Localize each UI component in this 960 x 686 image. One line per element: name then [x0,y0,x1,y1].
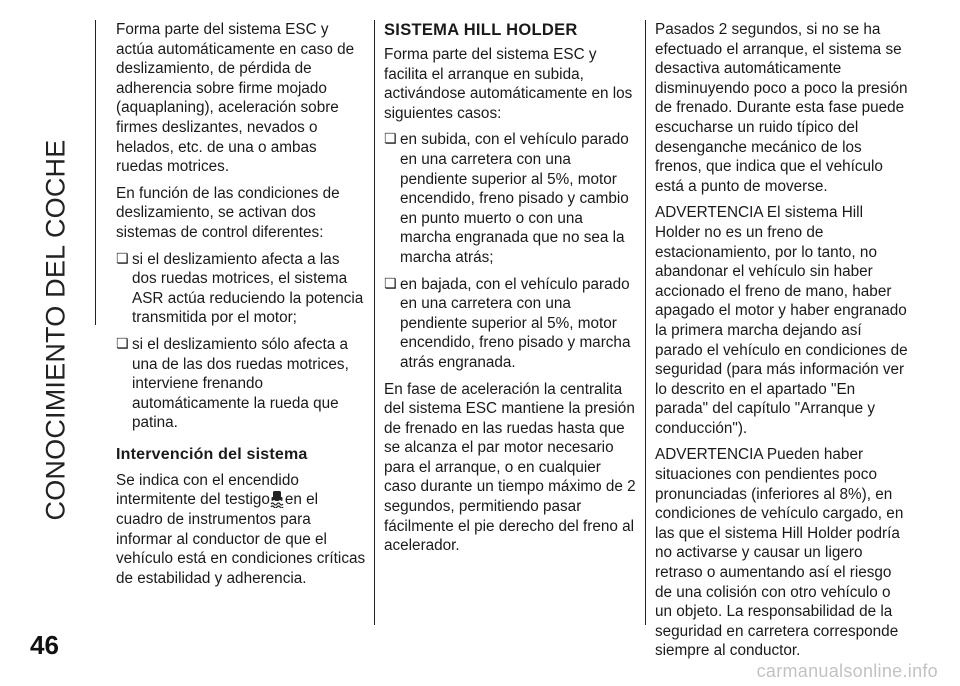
bullet-list-control [116,250,366,433]
column-divider-2 [645,20,646,625]
column-3 [655,20,910,668]
paragraph-hill-holder-intro: Forma parte del sistema ESC y facilita el arranque en subida, activándose automáticamente en los siguientes casos: [384,46,633,122]
paragraph-intervention [116,471,366,589]
column-1 [116,20,366,595]
section-heading-intervention: Intervención del sistema [116,445,308,463]
paragraph-control-systems: En función de las condiciones de deslizamiento, se activan dos sistemas de control diferentes: [116,184,340,241]
watermark: carmanualsonline.info [756,661,938,681]
chapter-title-text: CONOCIMIENTO DEL COCHE [40,139,71,521]
page-number: 46 [30,630,59,660]
side-divider [95,20,96,325]
section-heading-hill-holder: SISTEMA HILL HOLDER [384,21,578,39]
paragraph-asr-intro: Forma parte del sistema ESC y actúa automáticamente en caso de deslizamiento, de pérdida de adherencia sobre firme mojado (aquaplaning), aceleración sobre firmes deslizantes, nevados o helados, etc. de una o ambas ruedas motrices. [116,21,355,176]
column-divider-1 [374,20,375,625]
list-item: ❏ si el deslizamiento sólo afecta a una de las dos ruedas motrices, interviene frenando automáticamente la rueda que patina. [116,335,366,433]
column-2 [384,20,636,563]
warning-parking-brake: ADVERTENCIA El sistema Hill Holder no es un freno de estacionamiento, por lo tanto, no abandonar el vehículo sin haber accionado el freno de mano, haber apagado el motor y haber engranado la primera marcha dejando así parado el vehículo en condiciones de seguridad (para más información ver lo descrito en el apartado "En parada" del capítulo "Arranque y conducción"). [655,204,908,437]
intervention-text-start: Se indica con el encendido intermitente del testigo [116,471,299,509]
list-item: ❏ en bajada, con el vehículo parado en una carretera con una pendiente superior al 5%, motor encendido, freno pisado y marcha atrás engranada. [384,275,636,373]
esc-warning-light-icon [270,490,284,508]
warning-low-slopes: ADVERTENCIA Pueden haber situaciones con pendientes poco pronunciadas (inferiores al 8%), en condiciones de vehículo cargado, en las que el sistema Hill Holder podría no activarse y causar un ligero retraso o aumentando así el riesgo de una colisión con otro vehículo o un objeto. La responsabilidad de la seguridad en carretera corresponde siempre al conductor. [655,446,904,660]
list-item: ❏ en subida, con el vehículo parado en una carretera con una pendiente superior al 5%, motor encendido, freno pisado y cambio en punto muerto o con una marcha engranada que no sea la marcha atrás; [384,130,636,267]
paragraph-deactivation: Pasados 2 segundos, si no se ha efectuado el arranque, el sistema se desactiva automáticamente disminuyendo poco a poco la presión de frenado. Durante esta fase puede escucharse un ruido típico del desenganche mecánico de los frenos, que indica que el vehículo está a punto de moverse. [655,21,908,195]
paragraph-acceleration: En fase de aceleración la centralita del sistema ESC mantiene la presión de frenado en las ruedas hasta que se alcanza el par motor necesario para el arranque, o en cualquier caso durante un tiempo máximo de 2 segundos, permitiendo pasar fácilmente el pie derecho del freno al acelerador. [384,380,636,555]
intervention-text-end: en el cuadro de instrumentos para informar al conductor de que el vehículo está en condiciones críticas de estabilidad y adherencia. [116,491,366,587]
bullet-list-hill-holder [384,130,636,372]
list-item: ❏ si el deslizamiento afecta a las dos ruedas motrices, el sistema ASR actúa reduciendo la potencia transmitida por el motor; [116,250,366,328]
